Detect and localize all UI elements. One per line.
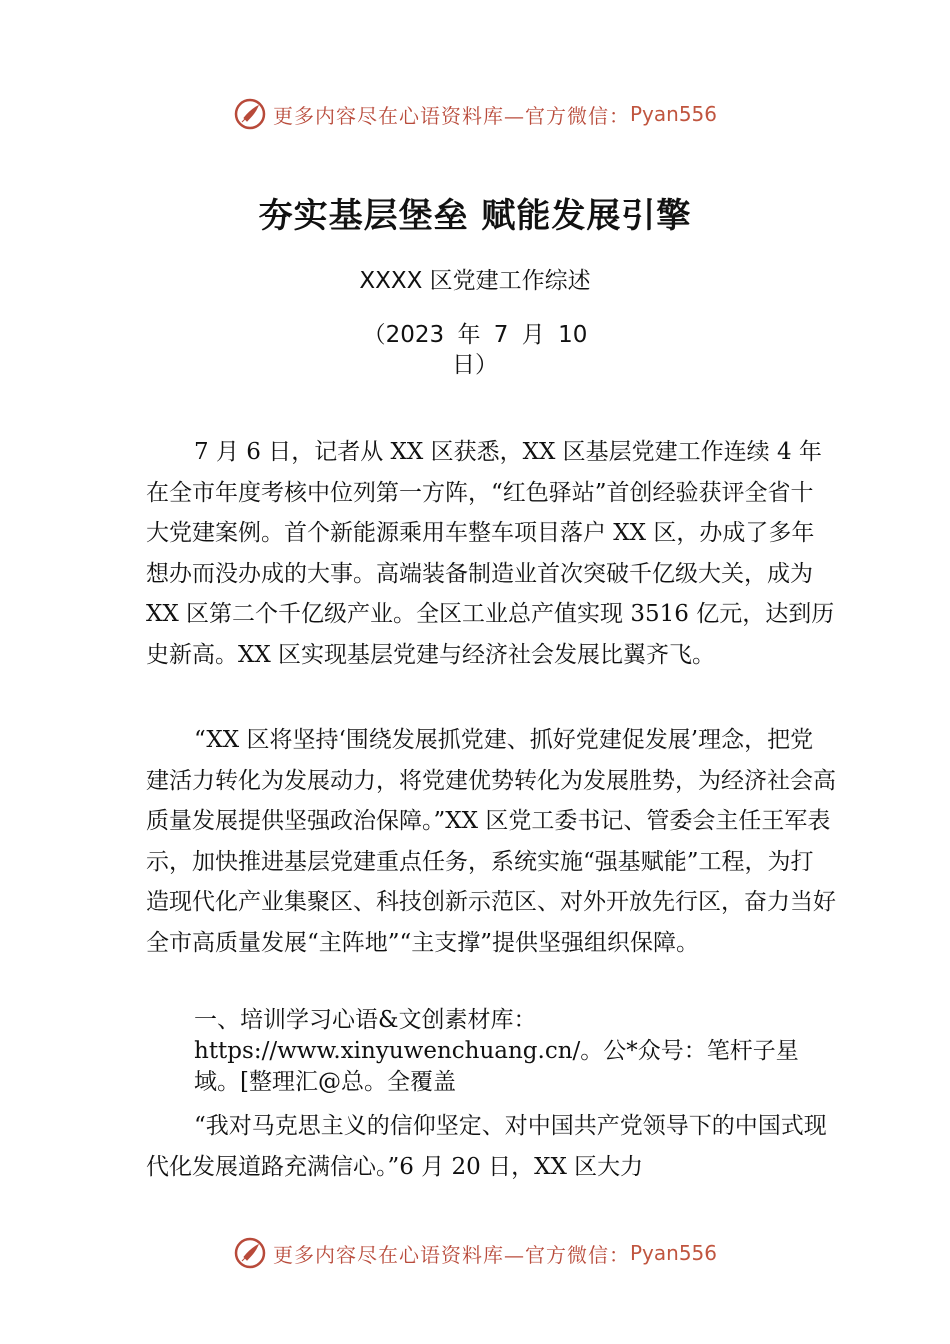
- watermark-banner-bottom: [0, 1233, 950, 1273]
- date-line-2: 日）: [452, 352, 498, 378]
- paragraph-3-heading: 一、培训学习心语&文创素材库：https://www.xinyuwenchuang.cn/。公*众号：笔杆子星域。[整理汇@总。全覆盖: [194, 1007, 799, 1095]
- watermark-wechat-id: Pyan556: [629, 102, 717, 126]
- date-line-1: （2023 年 7 月 10: [362, 322, 588, 348]
- document-date: [355, 320, 595, 380]
- watermark-text: 更多内容尽在心语资料库—官方微信：: [272, 1242, 630, 1267]
- watermark-text: 更多内容尽在心语资料库—官方微信：: [272, 103, 630, 128]
- watermark-banner-top: [0, 94, 950, 134]
- paragraph-4: “我对马克思主义的信仰坚定、对中国共产党领导下的中国式现代化发展道路充满信心。”6 月 20 日，XX 区大力: [146, 1113, 827, 1180]
- paragraph-1: 7 月 6 日，记者从 XX 区获悉，XX 区基层党建工作连续 4 年在全市年度考核中位列第一方阵，“红色驿站”首创经验获评全省十大党建案例。首个新能源乘用车整车项目落户 XX 区，办成了多年想办而没办成的大事。高端装备制造业首次突破千亿级大关，成为 XX 区第二个千亿级产业。全区工业总产值实现 3516 亿元，达到历史新高。XX 区实现基层党建与经济社会发展比翼齐飞。: [146, 439, 835, 668]
- paragraph-2: “XX 区将坚持‘围绕发展抓党建、抓好党建促发展’理念，把党建活力转化为发展动力，将党建优势转化为发展胜势，为经济社会高质量发展提供坚强政治保障。”XX 区党工委书记、管委会主任王军表示，加快推进基层党建重点任务，系统实施“强基赋能”工程，为打造现代化产业集聚区、科技创新示范区、对外开放先行区，奋力当好全市高质量发展“主阵地”“主支撑”提供坚强组织保障。: [146, 727, 836, 956]
- document-subtitle: XXXX 区党建工作综述: [359, 268, 591, 294]
- quill-logo-icon: [233, 97, 267, 131]
- quill-logo-icon: [233, 1236, 267, 1270]
- document-title: 夯实基层堡垒 赋能发展引擎: [258, 196, 692, 236]
- watermark-wechat-id: Pyan556: [629, 1241, 717, 1265]
